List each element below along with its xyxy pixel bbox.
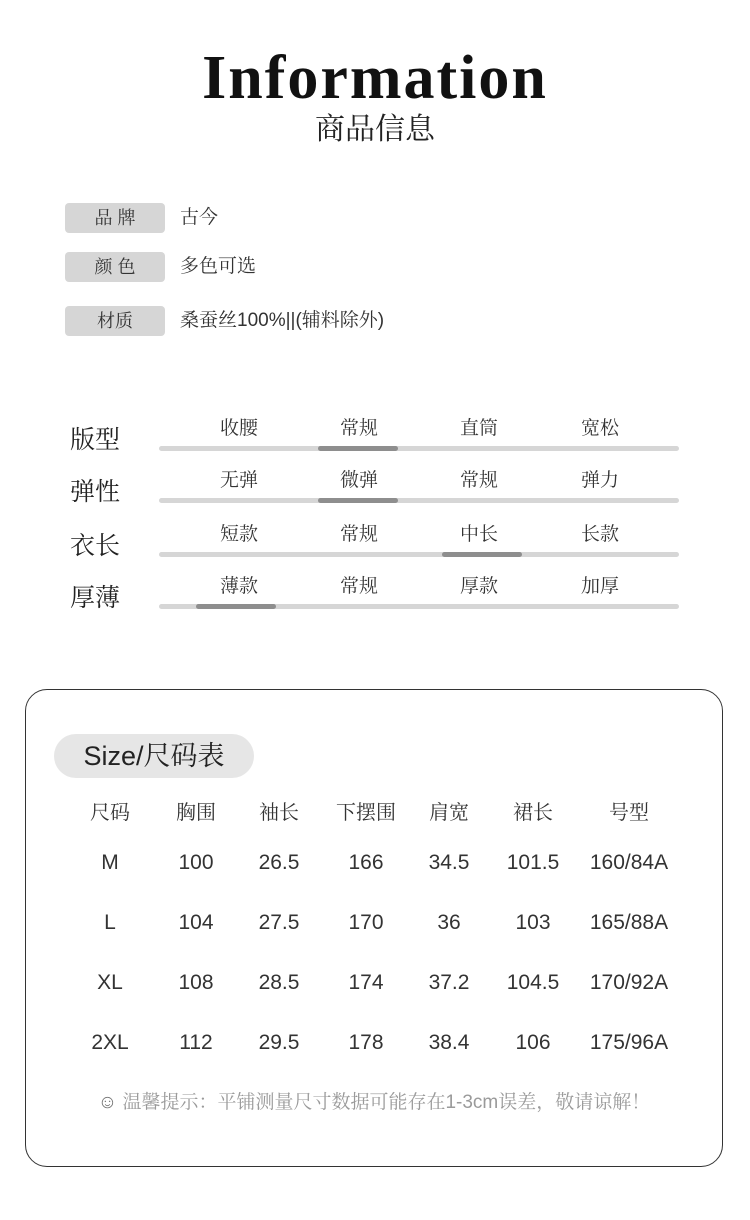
- size-chart-tag: Size/尺码表: [54, 734, 254, 778]
- attribute-option: 常规: [459, 470, 498, 491]
- size-table-cell: 37.2: [428, 971, 470, 994]
- smiley-icon: ☺: [97, 1092, 118, 1113]
- size-table-cell: 175/96A: [589, 1031, 669, 1054]
- size-table-cell: 103: [515, 911, 551, 934]
- attribute-option: 薄款: [219, 576, 258, 597]
- attribute-option: 常规: [339, 576, 378, 597]
- size-table-cell: 27.5: [258, 911, 300, 934]
- size-table-cell: 166: [348, 851, 384, 874]
- page-title-cn: 商品信息: [315, 113, 435, 146]
- size-table-cell: 160/84A: [589, 851, 669, 874]
- attribute-option: 厚款: [459, 576, 498, 597]
- size-table-cell: 108: [178, 971, 214, 994]
- attribute-row: [70, 415, 680, 467]
- attribute-option: 无弹: [219, 470, 258, 491]
- size-table-cell: 101.5: [506, 851, 560, 874]
- size-table-cell: L: [104, 911, 116, 934]
- size-table-cell: 170: [348, 911, 384, 934]
- size-table-header-cell: 号型: [609, 802, 649, 824]
- attribute-row: [70, 467, 680, 519]
- size-table-cell: 178: [348, 1031, 384, 1054]
- info-value: 古今: [180, 207, 219, 228]
- attribute-selected-marker: [196, 604, 276, 609]
- size-table-cell: 112: [179, 1031, 213, 1054]
- size-table-cell: 165/88A: [589, 911, 669, 934]
- size-table-cell: 28.5: [258, 971, 300, 994]
- attribute-option: 收腰: [219, 418, 258, 439]
- size-table-cell: 36: [437, 911, 461, 934]
- attribute-option: 中长: [459, 524, 498, 545]
- info-value: 桑蚕丝100%||(辅料除外): [180, 310, 385, 331]
- attribute-name: 版型: [70, 426, 121, 454]
- info-label: 品 牌: [65, 203, 165, 233]
- attribute-option: 宽松: [580, 418, 619, 439]
- size-table-header-cell: 袖长: [259, 802, 299, 824]
- size-table-cell: 2XL: [91, 1031, 129, 1054]
- attribute-option: 短款: [219, 524, 258, 545]
- size-table-cell: 106: [515, 1031, 551, 1054]
- size-table: [66, 796, 696, 1086]
- attribute-option: 弹力: [580, 470, 619, 491]
- size-table-header: [66, 796, 696, 846]
- attribute-row: [70, 573, 680, 625]
- attribute-selected-marker: [318, 446, 398, 451]
- attribute-name: 衣长: [70, 532, 121, 560]
- page-title-en: Information: [202, 44, 548, 112]
- attribute-name: 厚薄: [70, 584, 121, 612]
- attribute-selected-marker: [318, 498, 398, 503]
- size-table-header-cell: 尺码: [90, 802, 130, 824]
- size-table-cell: 104.5: [506, 971, 560, 994]
- attribute-option: 微弹: [339, 470, 378, 491]
- info-label: 颜 色: [65, 252, 165, 282]
- attribute-track: [159, 446, 679, 451]
- size-table-cell: 26.5: [258, 851, 300, 874]
- size-table-row: [66, 1026, 696, 1086]
- size-table-cell: 34.5: [428, 851, 470, 874]
- size-table-row: [66, 966, 696, 1026]
- size-table-row: [66, 846, 696, 906]
- size-table-cell: 100: [178, 851, 214, 874]
- size-table-cell: 104: [178, 911, 214, 934]
- size-table-cell: XL: [97, 971, 123, 994]
- size-table-cell: 29.5: [258, 1031, 300, 1054]
- info-label: 材质: [65, 306, 165, 336]
- size-table-row: [66, 906, 696, 966]
- attribute-option: 常规: [339, 418, 378, 439]
- size-table-header-cell: 肩宽: [429, 802, 469, 824]
- attribute-option: 长款: [580, 524, 619, 545]
- size-table-header-cell: 胸围: [176, 802, 216, 824]
- attribute-track: [159, 498, 679, 503]
- size-table-cell: 38.4: [428, 1031, 470, 1054]
- attribute-option: 常规: [339, 524, 378, 545]
- size-table-cell: 174: [348, 971, 384, 994]
- attribute-selected-marker: [442, 552, 522, 557]
- size-table-cell: M: [101, 851, 119, 874]
- attribute-option: 直筒: [459, 418, 498, 439]
- attribute-name: 弹性: [70, 478, 121, 506]
- info-value: 多色可选: [180, 256, 257, 277]
- attribute-option: 加厚: [580, 576, 619, 597]
- size-note: [26, 1088, 722, 1118]
- size-chart-box: [25, 689, 723, 1167]
- size-table-header-cell: 裙长: [513, 802, 553, 824]
- attribute-row: [70, 521, 680, 573]
- size-table-cell: 170/92A: [589, 971, 669, 994]
- attribute-track: [159, 552, 679, 557]
- size-table-header-cell: 下摆围: [336, 802, 396, 824]
- size-note-text: 温馨提示：平铺测量尺寸数据可能存在1-3cm误差，敬请谅解！: [122, 1092, 651, 1113]
